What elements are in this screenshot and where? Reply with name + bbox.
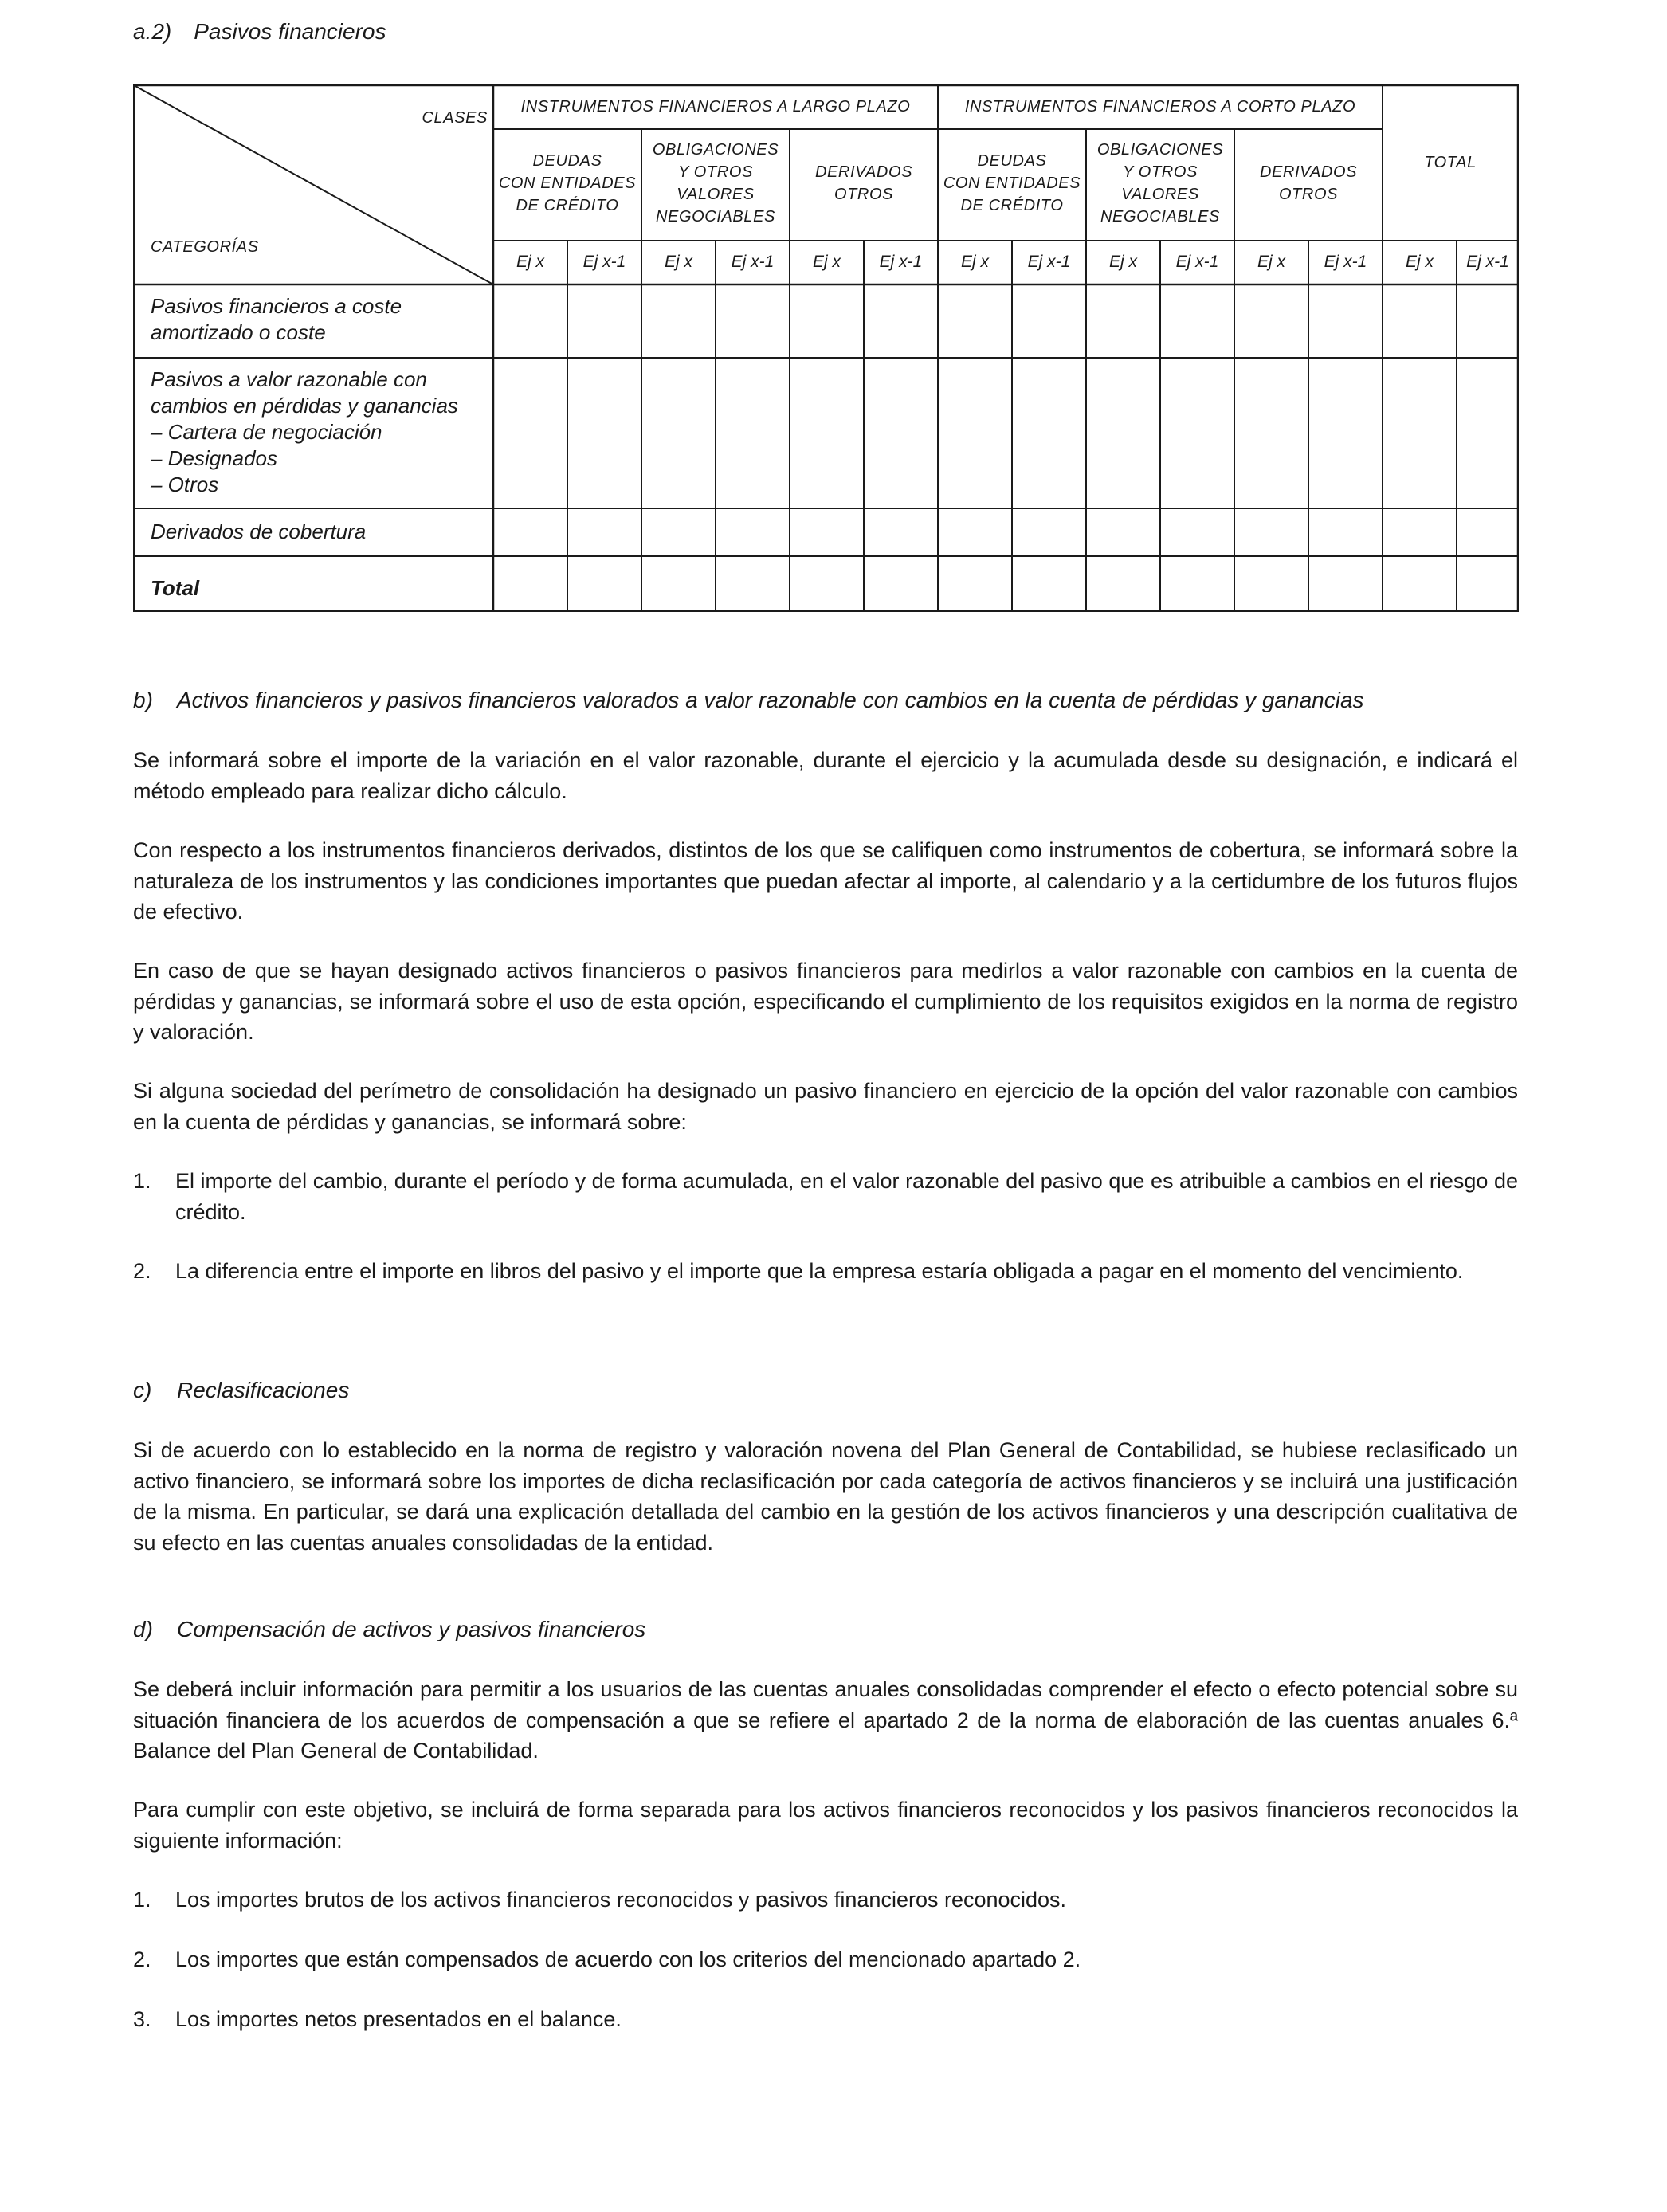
- year-label: Ej x: [516, 253, 544, 271]
- list-number: 2.: [133, 1947, 151, 1971]
- section-d-list-item: 1. Los importes brutos de los activos financieros reconocidos y pasivos financieros reconocidos.: [133, 1885, 1518, 1916]
- year-label: Ej x-1: [582, 253, 626, 271]
- subheader-derivatives-long: DERIVADOS OTROS: [814, 163, 913, 203]
- row-label-total: Total: [151, 576, 200, 600]
- list-number: 1.: [133, 1888, 151, 1912]
- row-label-amortized-cost: Pasivos financieros a coste amortizado o coste: [151, 294, 402, 344]
- year-label: Ej x: [1405, 253, 1434, 271]
- list-number: 2.: [133, 1259, 151, 1283]
- financial-liabilities-table: [133, 84, 1519, 612]
- year-label: Ej x-1: [1027, 253, 1071, 271]
- subheader-obligations-short: OBLIGACIONES Y OTROS VALORES NEGOCIABLES: [1096, 141, 1224, 226]
- section-c-title: c) Reclasificaciones: [133, 1378, 350, 1402]
- year-label: Ej x-1: [1175, 253, 1219, 271]
- subheader-debts-long: DEUDAS CON ENTIDADES DE CRÉDITO: [498, 152, 637, 214]
- subheader-derivatives-short: DERIVADOS OTROS: [1259, 163, 1358, 203]
- section-d-paragraph: Para cumplir con este objetivo, se incluirá de forma separada para los activos financieros reconocidos y los pasivos financieros reconocidos la siguiente información:: [133, 1798, 1518, 1853]
- section-c-paragraph: Si de acuerdo con lo establecido en la norma de registro y valoración novena del Plan General de Contabilidad, se hubiese reclasificado un activo financiero, se informará sobre los importes de dicha reclasificación por cada categoría de activos financieros y se incluirá una justificación de la misma. En particular, se dará una explicación detallada del cambio en la gestión de los activos financieros y una descripción cualitativa de su efecto en las cuentas anuales consolidadas de la entidad.: [133, 1438, 1518, 1555]
- section-b-paragraph: Si alguna sociedad del perímetro de consolidación ha designado un pasivo financiero en ejercicio de la opción del valor razonable con cambios en la cuenta de pérdidas y ganancias, se informará sobre:: [133, 1079, 1518, 1134]
- section-b-paragraph: Con respecto a los instrumentos financieros derivados, distintos de los que se califiquen como instrumentos de cobertura, se informará sobre la naturaleza de los instrumentos y las condiciones importantes que puedan afectar al importe, al calendario y a la certidumbre de los futuros flujos de efectivo.: [133, 838, 1518, 924]
- row-label-fair-value: Pasivos a valor razonable con cambios en pérdidas y ganancias – Cartera de negociación – Designados – Otros: [151, 367, 458, 496]
- table-title: a.2) Pasivos financieros: [133, 19, 386, 44]
- year-label: Ej x: [664, 253, 692, 271]
- section-b-paragraph: En caso de que se hayan designado activos financieros o pasivos financieros para medirlos a valor razonable con cambios en la cuenta de pérdidas y ganancias, se informará sobre el uso de esta opción, especificando el cumplimiento de los requisitos exigidos en la norma de registro y valoración.: [133, 959, 1518, 1044]
- year-label: Ej x: [1108, 253, 1137, 271]
- list-number: 1.: [133, 1169, 151, 1193]
- year-label: Ej x-1: [1466, 253, 1509, 271]
- section-d-list-item: 2. Los importes que están compensados de acuerdo con los criterios del mencionado apartado 2.: [133, 1944, 1518, 1975]
- section-d-letter: d): [133, 1617, 153, 1641]
- total-header: TOTAL: [1424, 154, 1477, 171]
- year-label: Ej x-1: [1324, 253, 1367, 271]
- year-label: Ej x-1: [879, 253, 923, 271]
- year-label: Ej x: [960, 253, 989, 271]
- year-label: Ej x: [812, 253, 841, 271]
- subheader-debts-short: DEUDAS CON ENTIDADES DE CRÉDITO: [943, 152, 1081, 214]
- section-d-title: d) Compensación de activos y pasivos financieros: [133, 1617, 646, 1641]
- section-b-letter: b): [133, 688, 153, 712]
- section-b-list-item: 2. La diferencia entre el importe en libros del pasivo y el importe que la empresa estaría obligada a pagar en el momento del vencimiento.: [133, 1256, 1518, 1287]
- section-b-paragraph: Se informará sobre el importe de la variación en el valor razonable, durante el ejercicio y la acumulada desde su designación, e indicará el método empleado para realizar dicho cálculo.: [133, 748, 1518, 803]
- section-b-list-item: 1. El importe del cambio, durante el período y de forma acumulada, en el valor razonable del pasivo que es atribuible a cambios en el riesgo de crédito.: [133, 1166, 1518, 1227]
- year-label: Ej x: [1257, 253, 1285, 271]
- section-c-letter: c): [133, 1378, 152, 1402]
- subheader-obligations-long: OBLIGACIONES Y OTROS VALORES NEGOCIABLES: [652, 141, 779, 226]
- section-b-title: b) Activos financieros y pasivos financieros valorados a valor razonable con cambios en la cuenta de pérdidas y ganancias: [133, 688, 1364, 712]
- corner-label-classes: CLASES: [422, 109, 488, 127]
- row-label-hedging-derivatives: Derivados de cobertura: [151, 520, 367, 543]
- section-d-paragraph: Se deberá incluir información para permitir a los usuarios de las cuentas anuales consolidadas comprender el efecto o efecto potencial sobre su situación financiera de los acuerdos de compensación a que se refiere el apartado 2 de la norma de elaboración de las cuentas anuales 6.ª Balance del Plan General de Contabilidad.: [133, 1677, 1518, 1763]
- year-label: Ej x-1: [731, 253, 775, 271]
- group-header-long-term: INSTRUMENTOS FINANCIEROS A LARGO PLAZO: [520, 98, 911, 116]
- group-header-short-term: INSTRUMENTOS FINANCIEROS A CORTO PLAZO: [964, 98, 1356, 116]
- list-number: 3.: [133, 2007, 151, 2031]
- corner-label-categories: CATEGORÍAS: [151, 238, 259, 256]
- section-d-list-item: 3. Los importes netos presentados en el balance.: [133, 2004, 1518, 2035]
